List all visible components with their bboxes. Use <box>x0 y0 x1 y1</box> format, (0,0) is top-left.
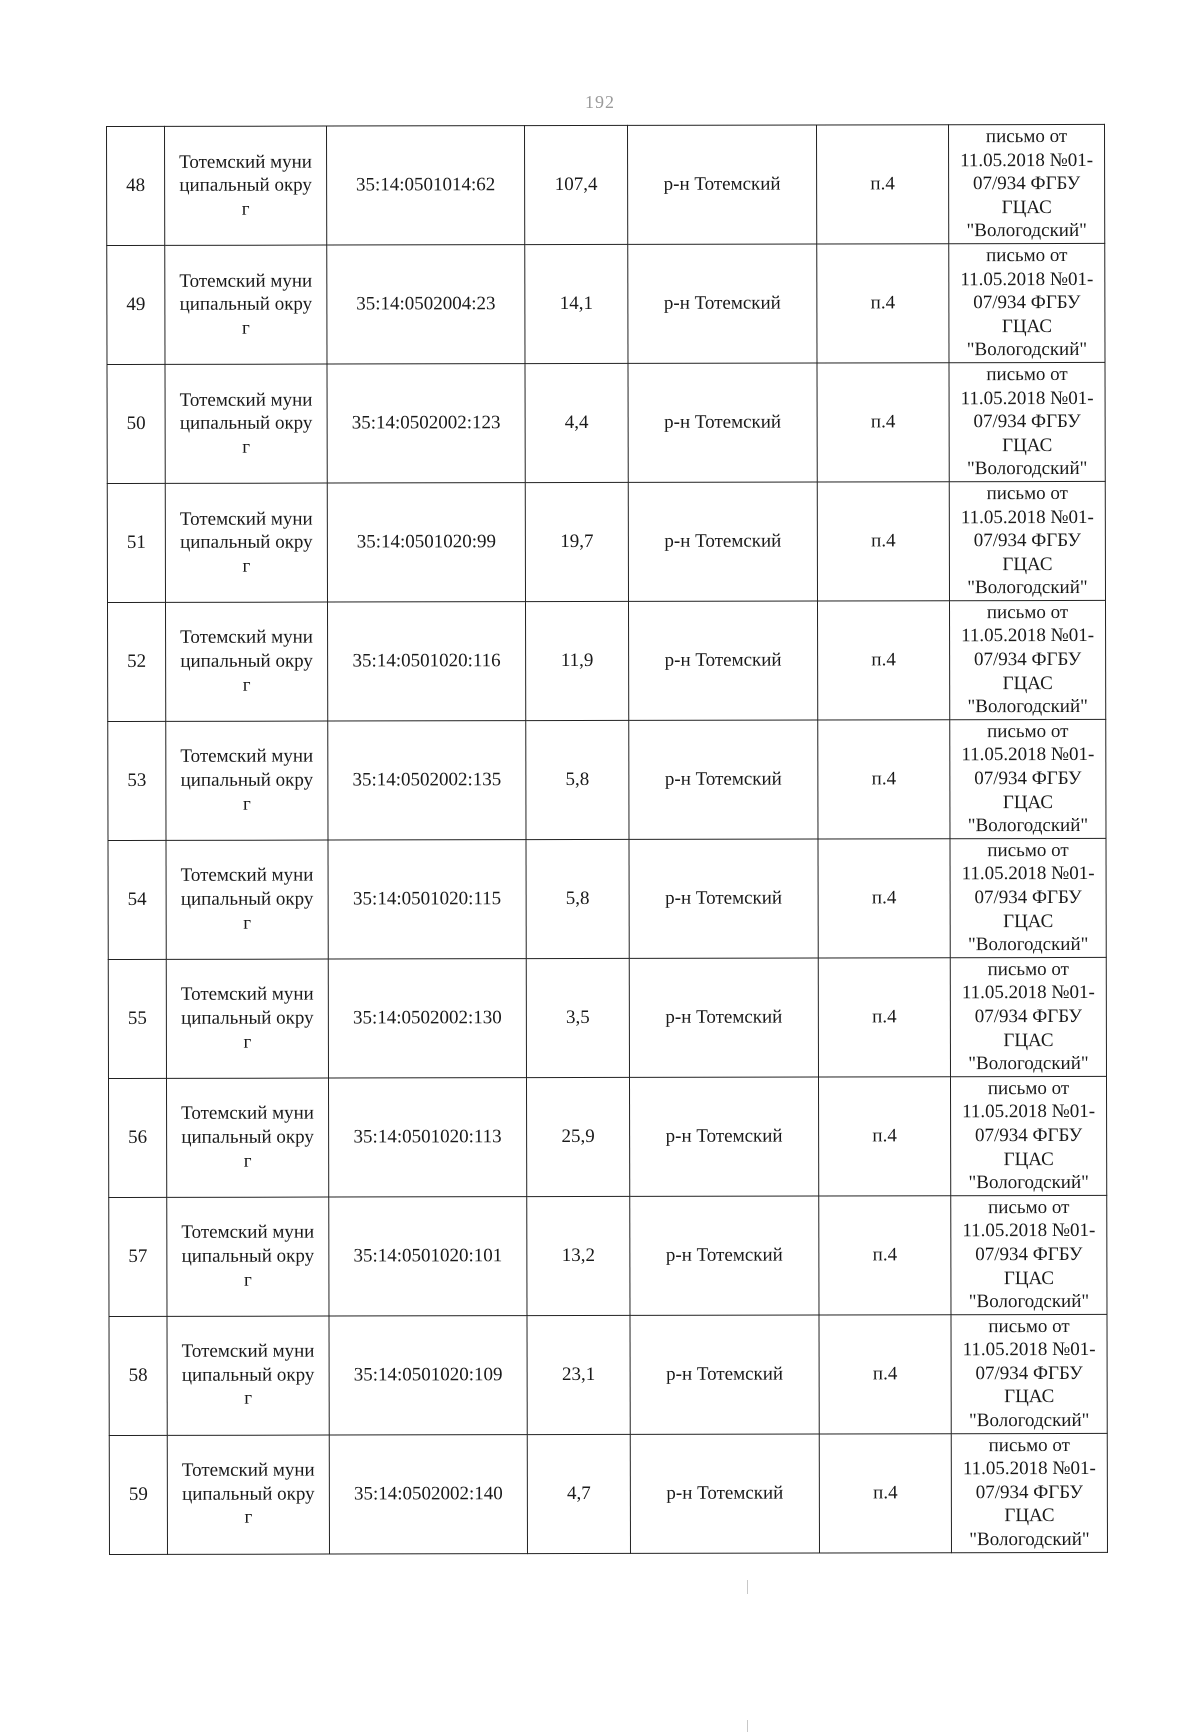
cell-cadastral-number <box>328 958 526 1077</box>
basis-line: письмо от <box>987 720 1069 742</box>
cell-location <box>629 839 818 958</box>
cell-owner-text: Тотемский муниципальный округ <box>181 1221 315 1291</box>
cell-clause <box>818 720 950 839</box>
cell-location <box>630 1434 819 1553</box>
basis-document-text <box>955 839 1101 957</box>
cell-owner-text: Тотемский муниципальный округ <box>180 746 314 815</box>
basis-line: 11.05.2018 №01- <box>960 149 1094 171</box>
basis-line: "Вологодский" <box>967 458 1088 480</box>
cell-row-number-text: 49 <box>126 294 146 316</box>
cell-clause-text: п.4 <box>872 1125 897 1147</box>
cell-owner-text: Тотемский муниципальный округ <box>180 627 313 696</box>
cell-basis-document <box>950 957 1106 1076</box>
basis-line: 11.05.2018 №01- <box>962 1101 1096 1123</box>
cell-clause <box>816 125 948 244</box>
basis-line: 11.05.2018 №01- <box>960 506 1094 528</box>
cell-owner <box>167 1316 329 1435</box>
table-row <box>107 362 1105 483</box>
cell-cadastral-number-text: 35:14:0502004:23 <box>356 293 496 315</box>
cell-location <box>628 363 817 482</box>
cell-location-text: р-н Тотемский <box>665 1244 783 1266</box>
cell-owner <box>166 959 328 1078</box>
cell-clause <box>817 363 949 482</box>
table-row <box>109 1433 1107 1554</box>
cell-cadastral-number-text: 35:14:0501020:116 <box>352 650 501 672</box>
basis-line: 11.05.2018 №01- <box>961 982 1095 1004</box>
cell-area-text: 5,8 <box>565 769 590 791</box>
cell-cadastral-number <box>328 1077 526 1196</box>
basis-line: 07/934 ФГБУ <box>975 1481 1083 1504</box>
basis-line: письмо от <box>986 482 1068 505</box>
cell-owner <box>165 245 327 364</box>
cell-clause-text: п.4 <box>871 649 896 671</box>
cell-clause <box>817 482 949 601</box>
registry-table-body <box>107 124 1108 1554</box>
cell-area-text: 3,5 <box>565 1006 590 1029</box>
cell-clause-text: п.4 <box>871 768 897 790</box>
cell-location <box>628 601 817 720</box>
basis-line: письмо от <box>988 1434 1070 1456</box>
cell-location-text: р-н Тотемский <box>665 1006 783 1028</box>
cell-row-number <box>107 126 165 245</box>
cell-owner-text: Тотемский муниципальный округ <box>179 270 313 339</box>
cell-row-number-text: 59 <box>128 1483 148 1505</box>
basis-line: 11.05.2018 №01- <box>962 1458 1096 1480</box>
cell-owner-text: Тотемский муниципальный округ <box>181 1102 314 1172</box>
cell-row-number <box>108 840 166 959</box>
table-row <box>109 1314 1107 1435</box>
basis-line: "Вологодский" <box>967 577 1088 599</box>
cell-owner-text: Тотемский муниципальный округ <box>181 1459 315 1529</box>
cell-cadastral-number <box>328 839 526 958</box>
scan-artifact <box>747 1720 748 1732</box>
registry-table <box>106 124 1108 1555</box>
cell-clause <box>818 839 950 958</box>
cell-row-number <box>107 602 165 721</box>
basis-line: 11.05.2018 №01- <box>962 1339 1096 1361</box>
basis-line: 07/934 ФГБУ <box>973 292 1081 314</box>
cell-row-number <box>109 1435 167 1554</box>
basis-line: ГЦАС <box>1004 1505 1055 1527</box>
basis-document-text <box>954 125 1100 243</box>
cell-clause-text: п.4 <box>870 292 896 314</box>
cell-row-number <box>107 483 165 602</box>
basis-line: ГЦАС <box>1003 1029 1054 1051</box>
cell-location <box>630 1315 819 1434</box>
basis-line: ГЦАС <box>1001 315 1053 337</box>
cell-owner <box>166 1078 328 1197</box>
cell-row-number <box>108 959 166 1078</box>
cell-location <box>630 1196 819 1315</box>
cell-cadastral-number <box>329 1196 527 1315</box>
cell-row-number <box>108 1078 166 1197</box>
cell-owner <box>167 1435 329 1554</box>
basis-document-text <box>954 363 1100 481</box>
basis-line: 07/934 ФГБУ <box>974 767 1082 790</box>
cell-row-number-text: 50 <box>126 413 146 435</box>
basis-line: 07/934 ФГБУ <box>974 886 1082 909</box>
basis-line: ГЦАС <box>1003 1267 1055 1289</box>
cell-row-number-text: 58 <box>128 1364 148 1386</box>
basis-line: 07/934 ФГБУ <box>973 649 1082 671</box>
basis-line: 11.05.2018 №01- <box>961 744 1095 766</box>
cell-cadastral-number-text: 35:14:0502002:135 <box>352 769 502 791</box>
table-row <box>108 1076 1106 1197</box>
cell-location-text: р-н Тотемский <box>664 530 782 552</box>
cell-location-text: р-н Тотемский <box>664 768 782 790</box>
cell-owner-text: Тотемский муниципальный округ <box>179 389 313 458</box>
cell-row-number-text: 55 <box>127 1007 147 1029</box>
cell-row-number-text: 54 <box>127 888 147 910</box>
basis-line: письмо от <box>987 958 1069 980</box>
cell-row-number <box>108 721 166 840</box>
cell-row-number-text: 57 <box>128 1245 148 1267</box>
cell-cadastral-number-text: 35:14:0501020:101 <box>353 1245 503 1267</box>
basis-line: 11.05.2018 №01- <box>960 387 1094 409</box>
cell-clause-text: п.4 <box>872 1244 898 1266</box>
cell-basis-document <box>948 124 1104 243</box>
cell-area-text: 19,7 <box>560 531 594 553</box>
cell-cadastral-number <box>327 483 525 602</box>
cell-cadastral-number-text: 35:14:0501020:99 <box>356 531 497 553</box>
basis-line: ГЦАС <box>1003 1148 1054 1170</box>
cell-basis-document <box>951 1314 1107 1433</box>
cell-area <box>525 244 628 363</box>
cell-owner <box>165 483 327 602</box>
cell-location <box>629 720 818 839</box>
basis-document-text <box>954 244 1100 362</box>
page-number: 192 <box>585 92 615 112</box>
cell-owner-text: Тотемский муниципальный округ <box>180 864 314 934</box>
cell-location-text: р-н Тотемский <box>664 411 782 433</box>
basis-line: 11.05.2018 №01- <box>961 863 1095 885</box>
cell-clause <box>818 1076 950 1195</box>
basis-line: "Вологодский" <box>969 1410 1090 1432</box>
table-row <box>108 719 1106 840</box>
cell-area-text: 5,8 <box>565 887 590 910</box>
cell-owner <box>166 721 328 840</box>
table-row <box>109 1195 1107 1316</box>
cell-location <box>627 125 816 244</box>
cell-location-text: р-н Тотемский <box>666 1363 784 1385</box>
cell-row-number-text: 56 <box>128 1126 148 1148</box>
basis-line: ГЦАС <box>1004 1386 1055 1408</box>
basis-line: 07/934 ФГБУ <box>974 1124 1083 1147</box>
cell-area <box>525 125 628 244</box>
cell-clause-text: п.4 <box>873 1482 898 1504</box>
cell-row-number <box>109 1197 167 1316</box>
cell-area <box>526 958 629 1077</box>
basis-line: письмо от <box>988 1196 1070 1218</box>
cell-clause <box>819 1195 951 1314</box>
basis-line: ГЦАС <box>1002 791 1054 813</box>
basis-line: 11.05.2018 №01- <box>961 625 1095 647</box>
cell-basis-document <box>951 1195 1107 1314</box>
table-row <box>108 838 1106 959</box>
basis-document-text <box>955 1077 1101 1195</box>
basis-line: "Вологодский" <box>967 815 1089 837</box>
cell-area-text: 107,4 <box>554 174 598 196</box>
cell-clause <box>817 601 949 720</box>
cell-cadastral-number-text: 35:14:0501014:62 <box>355 174 496 196</box>
cell-clause-text: п.4 <box>872 1363 898 1385</box>
cell-area <box>526 720 629 839</box>
table-row <box>107 600 1105 721</box>
cell-basis-document <box>950 838 1106 957</box>
basis-line: 07/934 ФГБУ <box>975 1243 1083 1266</box>
cell-location-text: р-н Тотемский <box>663 173 781 196</box>
basis-document-text <box>955 720 1101 838</box>
scan-artifact <box>747 1580 748 1594</box>
cell-row-number-text: 52 <box>127 650 147 673</box>
basis-document-text <box>956 1434 1102 1552</box>
cell-area-text: 25,9 <box>561 1125 595 1147</box>
cell-area <box>525 601 628 720</box>
cell-area <box>527 1315 630 1434</box>
cell-owner-text: Тотемский муниципальный округ <box>179 508 313 577</box>
cell-row-number-text: 53 <box>127 769 147 791</box>
basis-line: "Вологодский" <box>968 1172 1089 1194</box>
cell-cadastral-number <box>327 126 525 245</box>
basis-line: 07/934 ФГБУ <box>972 173 1081 195</box>
basis-line: ГЦАС <box>1001 196 1052 218</box>
basis-line: 11.05.2018 №01- <box>960 268 1094 290</box>
cell-area-text: 4,7 <box>566 1482 591 1504</box>
cell-cadastral-number-text: 35:14:0501020:109 <box>353 1364 503 1386</box>
basis-line: ГЦАС <box>1002 672 1053 694</box>
cell-cadastral-number-text: 35:14:0502002:123 <box>351 412 501 434</box>
cell-location-text: р-н Тотемский <box>665 1125 783 1147</box>
registry-table-container <box>106 124 1107 1555</box>
cell-area-text: 4,4 <box>564 412 589 434</box>
basis-document-text <box>954 601 1100 719</box>
basis-line: письмо от <box>985 125 1068 148</box>
basis-document-text <box>955 958 1101 1076</box>
cell-area <box>527 1434 630 1553</box>
basis-line: "Вологодский" <box>968 934 1089 956</box>
table-row <box>107 124 1105 245</box>
cell-owner-text: Тотемский муниципальный округ <box>181 1340 315 1410</box>
table-row <box>107 243 1105 364</box>
basis-document-text <box>956 1196 1102 1314</box>
cell-basis-document <box>949 243 1105 362</box>
cell-basis-document <box>950 719 1106 838</box>
basis-line: "Вологодский" <box>966 220 1087 242</box>
basis-line: "Вологодский" <box>968 1053 1089 1075</box>
cell-cadastral-number-text: 35:14:0501020:113 <box>353 1126 502 1148</box>
cell-clause-text: п.4 <box>870 173 895 195</box>
cell-row-number <box>109 1316 167 1435</box>
cell-clause-text: п.4 <box>872 1006 897 1028</box>
cell-location <box>628 244 817 363</box>
cell-clause <box>818 958 950 1077</box>
cell-cadastral-number <box>329 1315 527 1434</box>
cell-location <box>629 958 818 1077</box>
cell-cadastral-number-text: 35:14:0502002:140 <box>353 1483 503 1505</box>
table-row <box>108 957 1106 1078</box>
basis-line: 07/934 ФГБУ <box>974 1005 1082 1028</box>
basis-line: письмо от <box>988 1315 1070 1337</box>
cell-clause-text: п.4 <box>871 530 896 552</box>
basis-line: письмо от <box>986 601 1069 624</box>
cell-area-text: 11,9 <box>560 650 594 672</box>
cell-location-text: р-н Тотемский <box>664 649 782 671</box>
cell-area <box>526 1077 629 1196</box>
basis-line: "Вологодский" <box>966 339 1088 361</box>
cell-owner-text: Тотемский муниципальный округ <box>180 983 314 1053</box>
cell-basis-document <box>949 600 1105 719</box>
basis-line: письмо от <box>987 1077 1070 1099</box>
cell-row-number <box>107 364 165 483</box>
cell-location-text: р-н Тотемский <box>666 1482 784 1504</box>
basis-line: ГЦАС <box>1002 553 1053 575</box>
cell-owner <box>165 602 327 721</box>
cell-owner <box>165 126 327 245</box>
basis-line: письмо от <box>987 839 1069 861</box>
basis-line: 07/934 ФГБУ <box>975 1362 1083 1385</box>
cell-basis-document <box>949 481 1105 600</box>
cell-basis-document <box>949 362 1105 481</box>
basis-document-text <box>956 1315 1102 1433</box>
cell-location-text: р-н Тотемский <box>663 292 781 314</box>
basis-line: ГЦАС <box>1003 910 1054 932</box>
cell-area <box>527 1196 630 1315</box>
cell-area <box>526 839 629 958</box>
cell-clause <box>819 1314 951 1433</box>
cell-owner-text: Тотемский муниципальный округ <box>179 151 312 220</box>
basis-line: "Вологодский" <box>969 1528 1090 1551</box>
cell-owner <box>167 1197 329 1316</box>
basis-line: "Вологодский" <box>968 1291 1090 1313</box>
basis-line: 07/934 ФГБУ <box>973 411 1081 433</box>
cell-cadastral-number <box>329 1434 527 1553</box>
cell-clause-text: п.4 <box>871 887 897 909</box>
cell-location <box>629 1077 818 1196</box>
table-row <box>107 481 1105 602</box>
cell-location-text: р-н Тотемский <box>665 887 783 909</box>
cell-area <box>525 482 628 601</box>
cell-area-text: 14,1 <box>559 293 594 315</box>
cell-area <box>525 363 628 482</box>
basis-document-text <box>954 482 1100 600</box>
cell-basis-document <box>951 1433 1107 1552</box>
basis-line: 07/934 ФГБУ <box>973 530 1082 552</box>
basis-line: письмо от <box>986 363 1068 386</box>
cell-clause <box>819 1433 951 1552</box>
cell-cadastral-number <box>327 364 525 483</box>
cell-row-number <box>107 245 165 364</box>
cell-cadastral-number-text: 35:14:0501020:115 <box>353 888 502 910</box>
basis-line: 11.05.2018 №01- <box>962 1220 1096 1242</box>
cell-cadastral-number <box>328 720 526 839</box>
cell-row-number-text: 48 <box>126 175 146 197</box>
cell-location <box>628 482 817 601</box>
cell-clause-text: п.4 <box>870 411 896 433</box>
cell-row-number-text: 51 <box>126 532 146 554</box>
cell-area-text: 23,1 <box>561 1363 596 1385</box>
cell-cadastral-number-text: 35:14:0502002:130 <box>352 1007 502 1029</box>
cell-clause <box>817 244 949 363</box>
cell-owner <box>166 840 328 959</box>
cell-owner <box>165 364 327 483</box>
basis-line: ГЦАС <box>1002 434 1053 456</box>
cell-cadastral-number <box>327 245 525 364</box>
cell-basis-document <box>950 1076 1106 1195</box>
cell-area-text: 13,2 <box>561 1244 596 1266</box>
basis-line: "Вологодский" <box>967 696 1088 718</box>
cell-cadastral-number <box>327 601 525 720</box>
basis-line: письмо от <box>986 244 1068 267</box>
